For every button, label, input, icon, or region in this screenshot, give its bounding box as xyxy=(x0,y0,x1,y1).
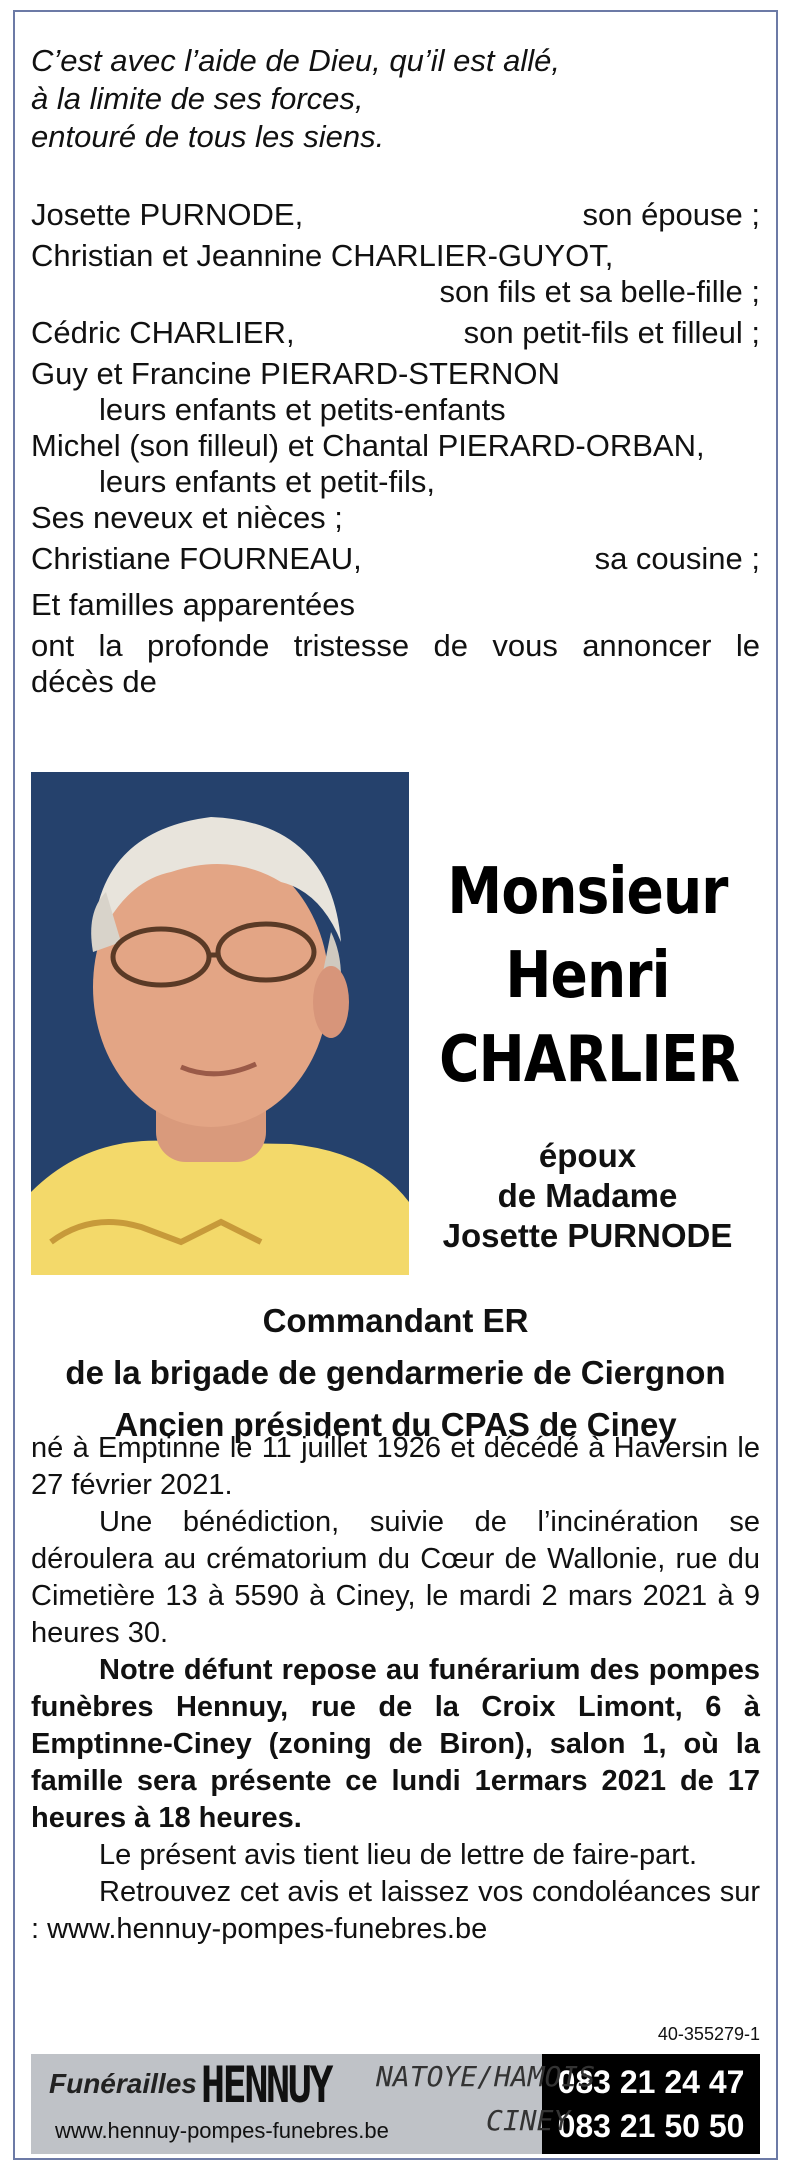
banner-city: CINEY xyxy=(486,2104,571,2137)
announce-word: vous xyxy=(492,628,558,663)
funeral-home-banner xyxy=(31,2054,760,2154)
family-row xyxy=(31,192,760,238)
portrait-photo xyxy=(31,772,409,1275)
phone-number[interactable]: 083 21 50 50 xyxy=(557,2108,745,2144)
spouse-line: Josette PURNODE xyxy=(442,1217,733,1254)
family-name: Cédric CHARLIER, xyxy=(31,315,295,350)
verse xyxy=(31,42,560,156)
spouse-line: époux xyxy=(538,1137,637,1174)
birth-death-paragraph: né à Emptinne le 11 juillet 1926 et décédé à Haversin le 27 février 2021. xyxy=(31,1432,760,1501)
banner-left xyxy=(31,2054,596,2154)
funerarium-text: Notre défunt repose au funérarium des pompes funèbres Hennuy, rue de la Croix Limont, 6 à Emptinne-Ciney (zoning de Biron), salon 1, où la famille sera présente ce lundi 1ermars 2021 de 17 heures à 18 heures. xyxy=(31,1654,760,1834)
family-name: Ses neveux et nièces ; xyxy=(31,500,343,535)
deceased-block xyxy=(415,850,760,1256)
family-row xyxy=(31,310,760,356)
verse-line: C’est avec l’aide de Dieu, qu’il est allé, xyxy=(31,43,560,78)
announce-word: tristesse xyxy=(293,628,410,663)
family-name: Christiane FOURNEAU, xyxy=(31,541,362,576)
notice-body xyxy=(31,1430,760,1948)
portrait-illustration xyxy=(31,772,409,1275)
verse-line: entouré de tous les siens. xyxy=(31,119,385,154)
banner-website-link[interactable]: www.hennuy-pompes-funebres.be xyxy=(55,2118,389,2143)
family-name: Michel (son filleul) et Chantal PIERARD-ORBAN, xyxy=(31,428,705,463)
spouse-info xyxy=(415,1136,760,1256)
family-role: son épouse ; xyxy=(582,197,760,232)
family-role: sa cousine ; xyxy=(594,541,760,576)
family-list xyxy=(31,192,760,700)
family-row xyxy=(31,274,760,310)
announce-end: décès de xyxy=(31,664,157,699)
family-role: son fils et sa belle-fille ; xyxy=(439,274,760,309)
verse-line: à la limite de ses forces, xyxy=(31,81,364,116)
reference-number: 40-355279-1 xyxy=(657,2024,760,2044)
obituary-notice xyxy=(13,10,778,2160)
banner-city: NATOYE/HAMOIS xyxy=(376,2060,596,2093)
announce-word: profonde xyxy=(146,628,270,663)
funerarium-paragraph xyxy=(31,1652,760,1837)
announce-word: la xyxy=(98,628,123,663)
family-sub: leurs enfants et petits-enfants xyxy=(99,392,506,427)
announce-word: le xyxy=(735,628,760,663)
deceased-lastname: CHARLIER xyxy=(439,1023,740,1097)
spouse-line: de Madame xyxy=(497,1177,678,1214)
family-name: Christian et Jeannine CHARLIER-GUYOT, xyxy=(31,238,614,273)
family-name: Josette PURNODE, xyxy=(31,197,304,232)
deceased-firstname: Henri xyxy=(505,939,670,1013)
title-line: Commandant ER xyxy=(262,1302,529,1339)
ceremony-paragraph: Une bénédiction, suivie de l’incinération se déroulera au crématorium du Cœur de Wallonie, rue du Cimetière 13 à 5590 à Ciney, le mardi 2 mars 2021 à 9 heures 30. xyxy=(31,1506,760,1649)
faire-part-paragraph: Le présent avis tient lieu de lettre de faire-part. xyxy=(99,1839,698,1871)
family-name: Guy et Francine PIERARD-STERNON xyxy=(31,356,560,391)
title-line: Ancien président du CPAS de Ciney xyxy=(114,1406,677,1443)
phone-number[interactable]: 083 21 24 47 xyxy=(557,2064,745,2100)
deceased-title: Monsieur xyxy=(447,855,728,929)
condolences-paragraph: Retrouvez cet avis et laissez vos condoléances sur : www.hennuy-pompes-funebres.be xyxy=(31,1876,760,1945)
honorific-titles xyxy=(31,1295,760,1451)
announce-line xyxy=(31,628,760,664)
family-sub: leurs enfants et petit-fils, xyxy=(99,464,435,499)
family-name: Et familles apparentées xyxy=(31,587,355,622)
announce-word: de xyxy=(433,628,468,663)
announce-word: ont xyxy=(31,628,75,663)
family-row xyxy=(31,536,760,582)
title-line: de la brigade de gendarmerie de Ciergnon xyxy=(65,1354,726,1391)
banner-brand-logo: HENNUY xyxy=(201,2056,332,2114)
announce-word: annoncer xyxy=(582,628,712,663)
family-role: son petit-fils et filleul ; xyxy=(463,315,760,350)
banner-funerailles: Funérailles xyxy=(49,2068,197,2099)
